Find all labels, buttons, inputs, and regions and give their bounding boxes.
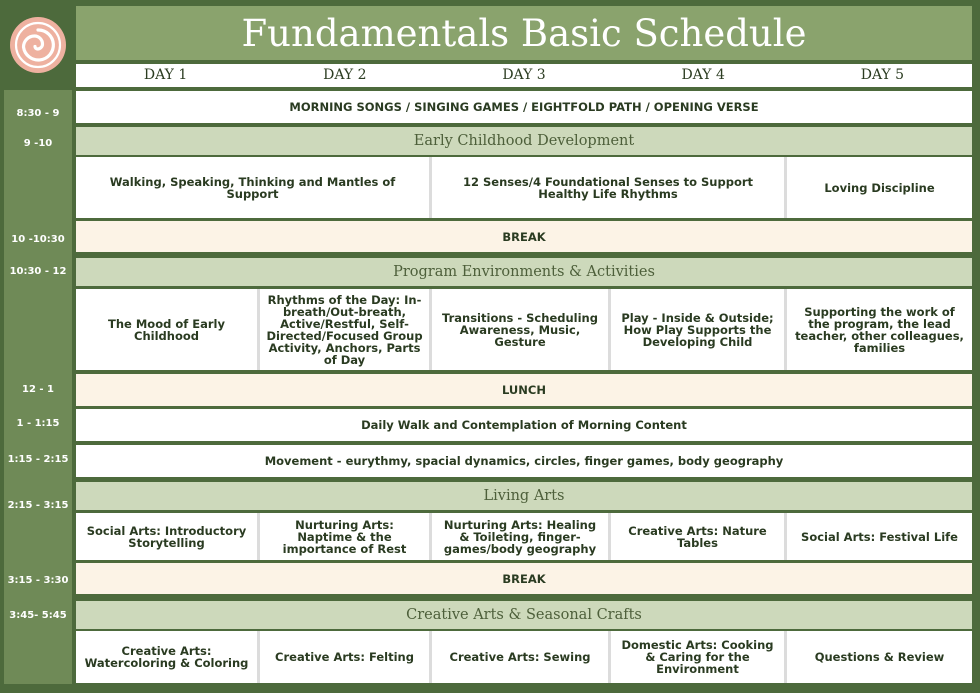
schedule-row-morning: MORNING SONGS / SINGING GAMES / EIGHTFOLD PATH / OPENING VERSE xyxy=(76,91,972,123)
schedule-cell: Walking, Speaking, Thinking and Mantles of Support xyxy=(76,157,429,218)
time-label: 10:30 - 12 xyxy=(9,266,67,277)
time-label: 1:15 - 2:15 xyxy=(7,454,69,465)
schedule-cell: Transitions - Scheduling Awareness, Music, Gesture xyxy=(432,289,608,370)
day-header-row xyxy=(76,64,972,87)
schedule-cell: 12 Senses/4 Foundational Senses to Support Healthy Life Rhythms xyxy=(432,157,784,218)
day-header: DAY 5 xyxy=(860,67,905,83)
day-header: DAY 3 xyxy=(502,67,546,83)
schedule-cell: The Mood of Early Childhood xyxy=(76,289,257,370)
schedule-cell: Rhythms of the Day: In-breath/Out-breath, Active/Restful, Self-Directed/Focused Group Activity, Anchors, Parts of Day xyxy=(260,289,429,370)
time-label: 9 -10 xyxy=(23,138,53,149)
schedule-row-lunch: LUNCH xyxy=(76,374,972,406)
section-header-program: Program Environments & Activities xyxy=(76,258,972,286)
schedule-cell: Play - Inside & Outside; How Play Supports the Developing Child xyxy=(611,289,784,370)
schedule-cell: Domestic Arts: Cooking & Caring for the Environment xyxy=(611,631,784,683)
schedule-cell: Creative Arts: Watercoloring & Coloring xyxy=(76,631,257,683)
schedule-cell: Loving Discipline xyxy=(787,157,972,218)
schedule-cell: Questions & Review xyxy=(787,631,972,683)
day-header: DAY 2 xyxy=(323,67,367,83)
time-label: 1 - 1:15 xyxy=(16,418,60,429)
schedule-row-break: BREAK xyxy=(76,563,972,594)
time-label: 12 - 1 xyxy=(22,384,54,395)
section-header-early-childhood: Early Childhood Development xyxy=(76,127,972,155)
time-label: 2:15 - 3:15 xyxy=(7,500,69,511)
schedule-row-movement: Movement - eurythmy, spacial dynamics, circles, finger games, body geography xyxy=(76,445,972,477)
schedule-cell: Nurturing Arts: Naptime & the importance of Rest xyxy=(260,513,429,560)
section-header-creative-arts: Creative Arts & Seasonal Crafts xyxy=(76,601,972,629)
time-label: 3:45- 5:45 xyxy=(9,610,67,621)
schedule-cell: Social Arts: Festival Life xyxy=(787,513,972,560)
day-header: DAY 1 xyxy=(143,67,188,83)
schedule-row-walk: Daily Walk and Contemplation of Morning Content xyxy=(76,409,972,441)
schedule-cell: Nurturing Arts: Healing & Toileting, finger-games/body geography xyxy=(432,513,608,560)
schedule-row-break: BREAK xyxy=(76,221,972,252)
spiral-logo-icon xyxy=(10,17,66,73)
schedule-cell: Creative Arts: Felting xyxy=(260,631,429,683)
time-label: 10 -10:30 xyxy=(11,234,65,245)
schedule-cell: Supporting the work of the program, the lead teacher, other colleagues, families xyxy=(787,289,972,370)
section-header-living-arts: Living Arts xyxy=(76,482,972,510)
schedule-cell: Social Arts: Introductory Storytelling xyxy=(76,513,257,560)
schedule-cell: Creative Arts: Nature Tables xyxy=(611,513,784,560)
day-header: DAY 4 xyxy=(681,67,725,83)
time-label: 8:30 - 9 xyxy=(16,108,60,119)
page-title: Fundamentals Basic Schedule xyxy=(76,6,972,60)
time-label: 3:15 - 3:30 xyxy=(7,575,69,586)
schedule-cell: Creative Arts: Sewing xyxy=(432,631,608,683)
